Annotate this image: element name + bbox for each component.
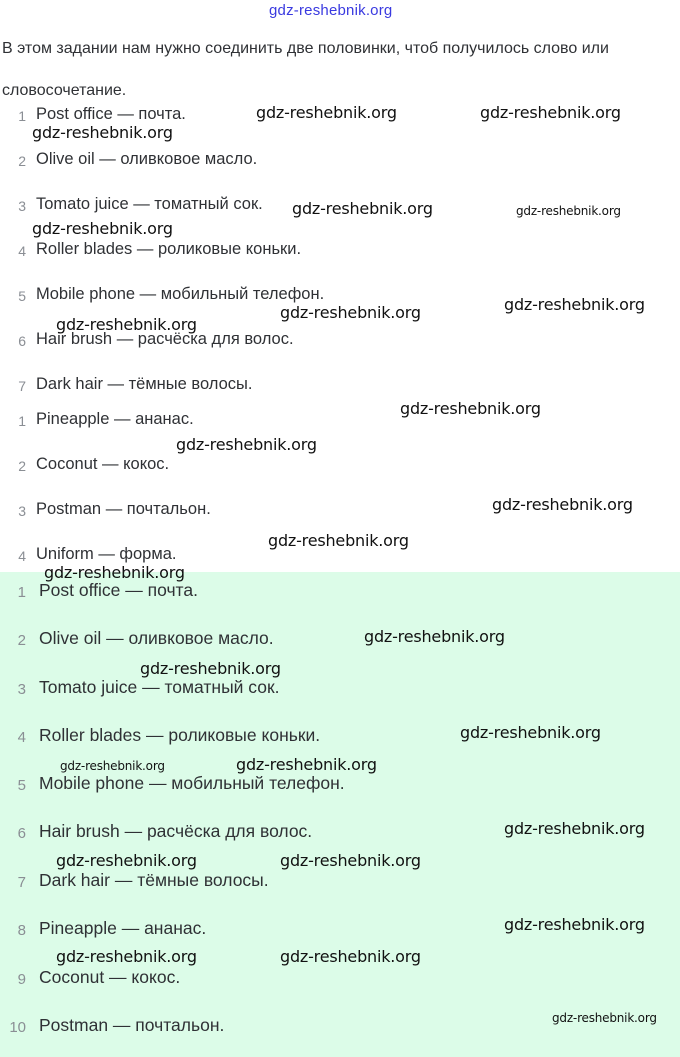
watermark: gdz-reshebnik.org xyxy=(292,199,433,218)
list-text: Post office — почта. xyxy=(36,105,186,123)
list-text: Postman — почтальон. xyxy=(39,1015,225,1035)
list-text: Olive oil — оливковое масло. xyxy=(39,628,274,648)
list-text: Tomato juice — томатный сок. xyxy=(39,677,280,697)
list-number: 3 xyxy=(18,198,26,214)
list-number: 4 xyxy=(18,548,26,564)
list-text: Pineapple — ананас. xyxy=(39,918,207,938)
list-number: 3 xyxy=(18,503,26,519)
watermark: gdz-reshebnik.org xyxy=(280,851,421,870)
list-number: 1 xyxy=(18,413,26,429)
watermark: gdz-reshebnik.org xyxy=(280,303,421,322)
list-text: Post office — почта. xyxy=(39,580,198,600)
watermark: gdz-reshebnik.org xyxy=(460,723,601,742)
watermark: gdz-reshebnik.org xyxy=(56,315,197,334)
watermark: gdz-reshebnik.org xyxy=(32,123,173,142)
list-text: Hair brush — расчёска для волос. xyxy=(36,330,294,348)
list-text: Roller blades — роликовые коньки. xyxy=(36,240,302,258)
list-number: 5 xyxy=(17,777,26,794)
watermark: gdz-reshebnik.org xyxy=(516,204,621,218)
watermark: gdz-reshebnik.org xyxy=(56,947,197,966)
list-number: 10 xyxy=(9,1019,26,1036)
list-text: Tomato juice — томатный сок. xyxy=(36,195,263,213)
list-number: 6 xyxy=(17,825,26,842)
list-text: Coconut — кокос. xyxy=(39,967,181,987)
watermark: gdz-reshebnik.org xyxy=(268,531,409,550)
watermark: gdz-reshebnik.org xyxy=(552,1011,657,1025)
list-number: 5 xyxy=(18,288,26,304)
watermark: gdz-reshebnik.org xyxy=(32,219,173,238)
watermark: gdz-reshebnik.org xyxy=(280,947,421,966)
watermark: gdz-reshebnik.org xyxy=(480,103,621,122)
list-number: 6 xyxy=(18,333,26,349)
watermark: gdz-reshebnik.org xyxy=(140,659,281,678)
watermark: gdz-reshebnik.org xyxy=(504,819,645,838)
list-text: Dark hair — тёмные волосы. xyxy=(39,870,269,890)
list-text: Uniform — форма. xyxy=(36,545,177,563)
list-number: 1 xyxy=(17,584,26,601)
list-number: 4 xyxy=(17,729,26,746)
list-number: 4 xyxy=(18,243,26,259)
list-number: 7 xyxy=(17,874,26,891)
watermark: gdz-reshebnik.org xyxy=(400,399,541,418)
watermark: gdz-reshebnik.org xyxy=(492,495,633,514)
watermark: gdz-reshebnik.org xyxy=(56,851,197,870)
header-watermark: gdz-reshebnik.org xyxy=(269,2,393,19)
list-text: Roller blades — роликовые коньки. xyxy=(39,725,321,745)
list-number: 1 xyxy=(18,108,26,124)
watermark: gdz-reshebnik.org xyxy=(364,627,505,646)
list-number: 3 xyxy=(17,681,26,698)
list-text: Dark hair — тёмные волосы. xyxy=(36,375,253,393)
list-number: 2 xyxy=(18,458,26,474)
intro-text: В этом задании нам нужно соединить две половинки, чтоб получилось слово или словосочетание. xyxy=(2,40,609,99)
watermark: gdz-reshebnik.org xyxy=(504,915,645,934)
watermark: gdz-reshebnik.org xyxy=(256,103,397,122)
list-number: 2 xyxy=(18,153,26,169)
list-number: 9 xyxy=(17,971,26,988)
watermark: gdz-reshebnik.org xyxy=(236,755,377,774)
list-text: Mobile phone — мобильный телефон. xyxy=(39,773,345,793)
watermark: gdz-reshebnik.org xyxy=(504,295,645,314)
list-text: Pineapple — ананас. xyxy=(36,410,194,428)
watermark: gdz-reshebnik.org xyxy=(44,563,185,582)
list-text: Postman — почтальон. xyxy=(36,500,211,518)
list-number: 7 xyxy=(18,378,26,394)
list-text: Hair brush — расчёска для волос. xyxy=(39,821,313,841)
list-text: Coconut — кокос. xyxy=(36,455,170,473)
list-number: 2 xyxy=(17,632,26,649)
list-text: Olive oil — оливковое масло. xyxy=(36,150,258,168)
watermark: gdz-reshebnik.org xyxy=(176,435,317,454)
list-number: 8 xyxy=(17,922,26,939)
list-text: Mobile phone — мобильный телефон. xyxy=(36,285,325,303)
watermark: gdz-reshebnik.org xyxy=(60,759,165,773)
